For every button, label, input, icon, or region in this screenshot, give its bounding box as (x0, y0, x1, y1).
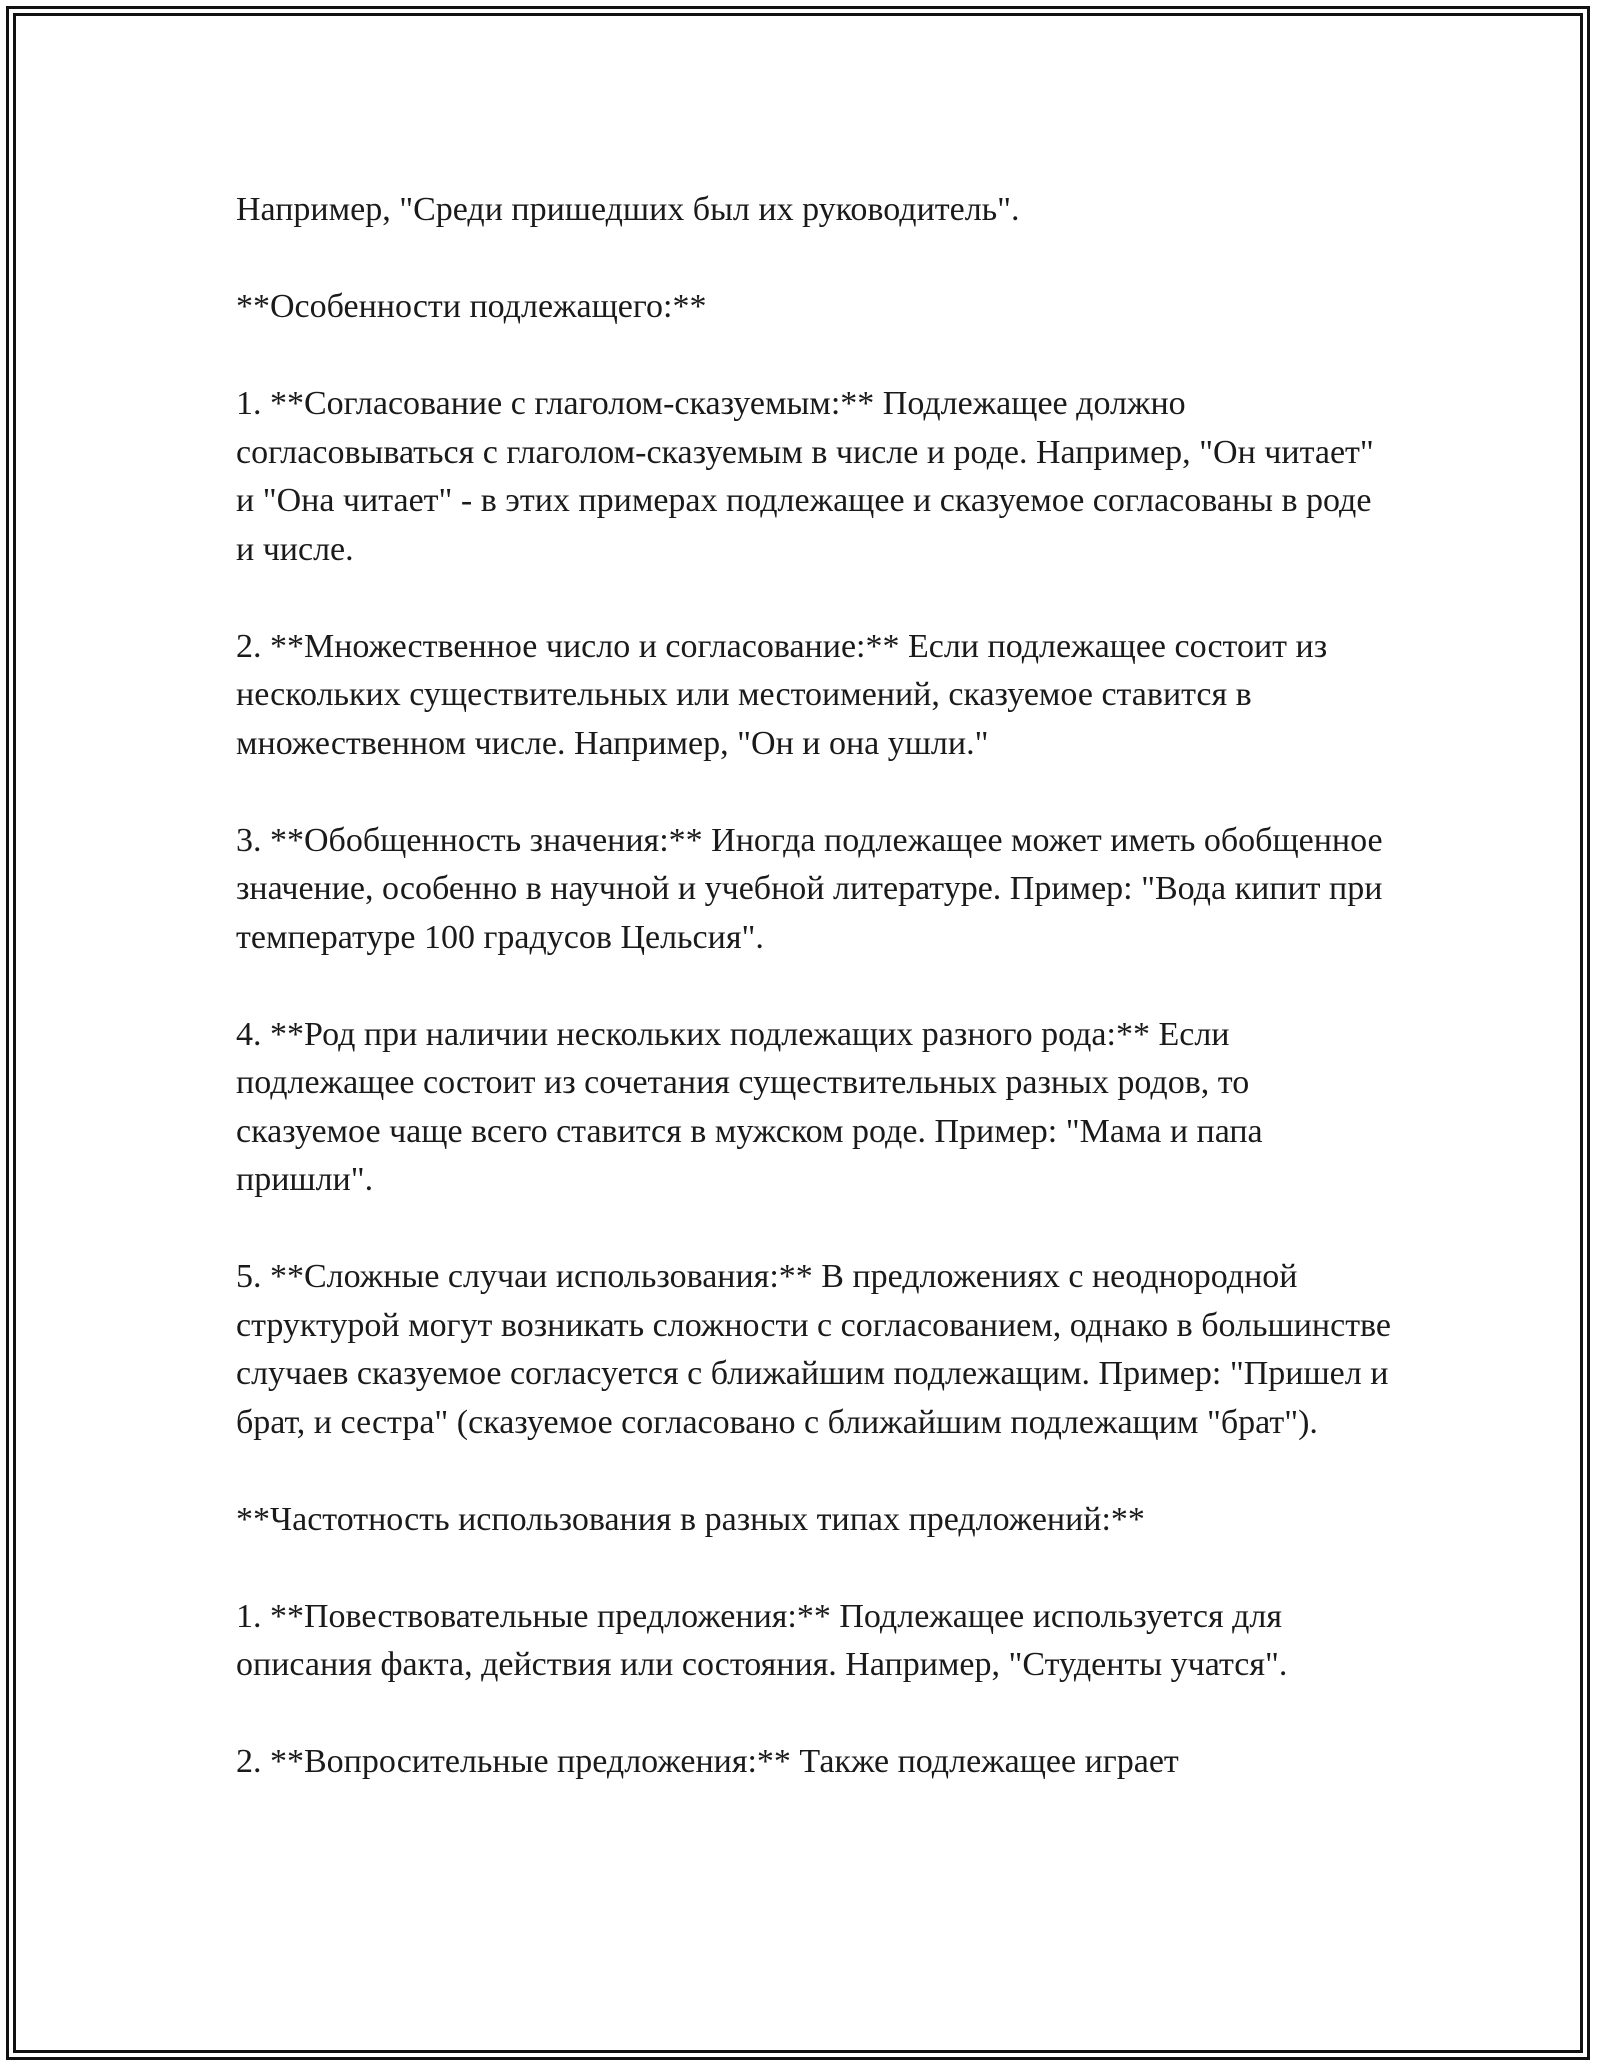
heading-usage-frequency: **Частотность использования в разных типах предложений:** (236, 1500, 1145, 1538)
paragraph-feature-3: 3. **Обобщенность значения:** Иногда подлежащее может иметь обобщенное значение, особенно в научной и учебной литературе. Пример: "Вода кипит при температуре 100 градусов Цельсия". (236, 821, 1383, 956)
paragraph-feature-4: 4. **Род при наличии нескольких подлежащих разного рода:** Если подлежащее состоит из сочетания существительных разных родов, то сказуемое чаще всего ставится в мужском роде. Пример: "Мама и папа пришли". (236, 1015, 1263, 1198)
heading-subject-features: **Особенности подлежащего:** (236, 288, 707, 325)
paragraph-example-leader: Например, "Среди пришедших был их руководитель". (236, 191, 1020, 228)
paragraph-usage-2: 2. **Вопросительные предложения:** Также подлежащее играет (236, 1743, 1179, 1780)
document-body (236, 186, 1396, 1787)
paragraph-usage-1: 1. **Повествовательные предложения:** Подлежащее используется для описания факта, действия или состояния. Например, "Студенты учатся". (236, 1597, 1288, 1683)
paragraph-feature-5: 5. **Сложные случаи использования:** В предложениях с неоднородной структурой могут возникать сложности с согласованием, однако в большинстве случаев сказуемое согласуется с ближайшим подлежащим. Пример: "Пришел и брат, и сестра" (сказуемое согласовано с ближайшим подлежащим "брат"). (236, 1258, 1392, 1441)
paragraph-feature-2: 2. **Множественное число и согласование:** Если подлежащее состоит из нескольких существительных или местоимений, сказуемое ставится в множественном числе. Например, "Он и она ушли." (236, 627, 1328, 762)
paragraph-feature-1: 1. **Согласование с глаголом-сказуемым:** Подлежащее должно согласовываться с глаголом-сказуемым в числе и роде. Например, "Он читает" и "Она читает" - в этих примерах подлежащее и сказуемое согласованы в роде и числе. (236, 385, 1374, 568)
